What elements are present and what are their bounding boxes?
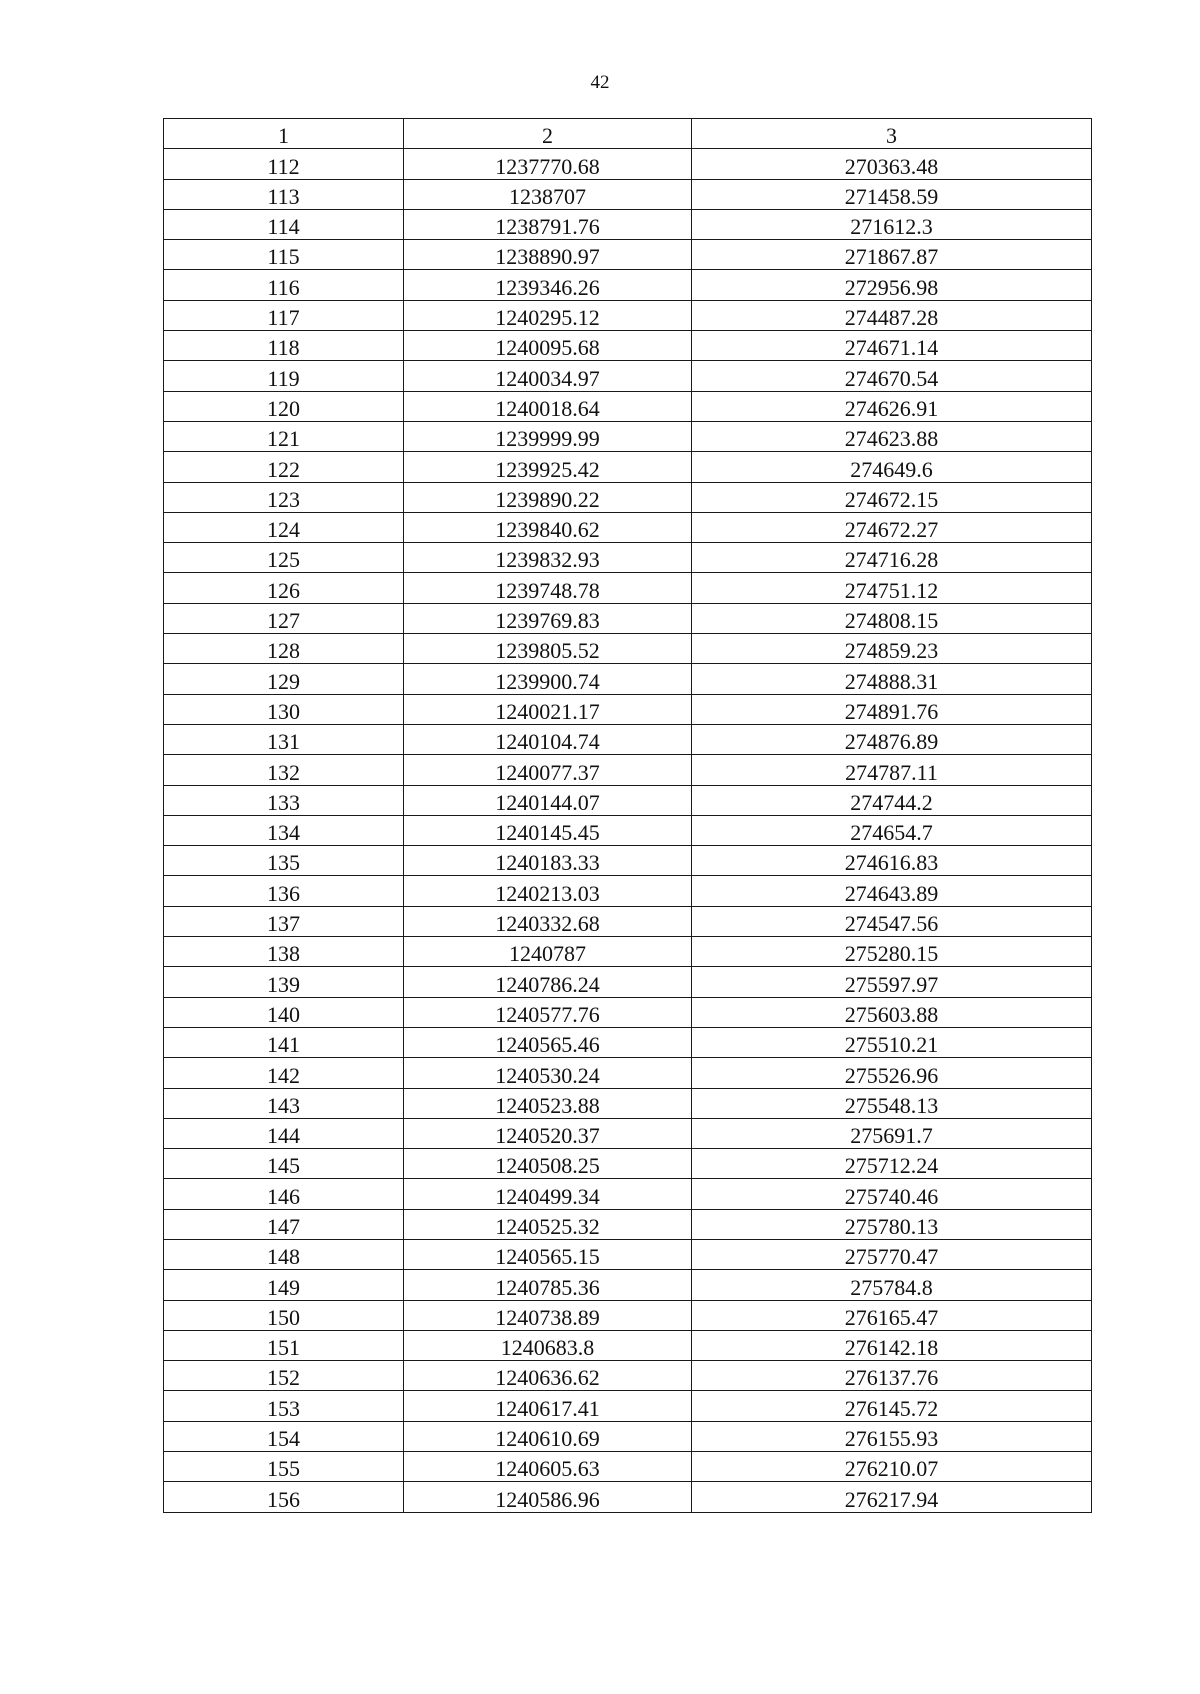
table-row bbox=[164, 179, 1092, 209]
table-cell-col-2: 1239999.99 bbox=[404, 421, 692, 451]
table-cell-col-2: 1240095.68 bbox=[404, 331, 692, 361]
table-row bbox=[164, 149, 1092, 179]
table-row bbox=[164, 573, 1092, 603]
table-row bbox=[164, 634, 1092, 664]
table-row bbox=[164, 1270, 1092, 1300]
table-cell-col-1: 118 bbox=[164, 331, 404, 361]
table-cell-col-1: 130 bbox=[164, 694, 404, 724]
table-row bbox=[164, 1088, 1092, 1118]
table-cell-col-1: 131 bbox=[164, 724, 404, 754]
header-cell-3: 3 bbox=[692, 119, 1092, 149]
table-cell-col-3: 271612.3 bbox=[692, 209, 1092, 239]
table-cell-col-2: 1240145.45 bbox=[404, 815, 692, 845]
table-cell-col-3: 275780.13 bbox=[692, 1209, 1092, 1239]
table-cell-col-1: 142 bbox=[164, 1058, 404, 1088]
table-cell-col-3: 275603.88 bbox=[692, 997, 1092, 1027]
table-cell-col-1: 132 bbox=[164, 755, 404, 785]
table-row bbox=[164, 815, 1092, 845]
table-cell-col-2: 1240018.64 bbox=[404, 391, 692, 421]
table-cell-col-1: 136 bbox=[164, 876, 404, 906]
table-cell-col-2: 1239748.78 bbox=[404, 573, 692, 603]
table-cell-col-1: 116 bbox=[164, 270, 404, 300]
table-cell-col-3: 276142.18 bbox=[692, 1330, 1092, 1360]
table-cell-col-1: 140 bbox=[164, 997, 404, 1027]
table-cell-col-2: 1240786.24 bbox=[404, 967, 692, 997]
table-cell-col-3: 275597.97 bbox=[692, 967, 1092, 997]
table-body bbox=[164, 149, 1092, 1512]
table-row bbox=[164, 421, 1092, 451]
table-cell-col-3: 274876.89 bbox=[692, 724, 1092, 754]
table-cell-col-2: 1240605.63 bbox=[404, 1452, 692, 1482]
table-cell-col-1: 126 bbox=[164, 573, 404, 603]
table-cell-col-2: 1238791.76 bbox=[404, 209, 692, 239]
table-cell-col-1: 128 bbox=[164, 634, 404, 664]
table-cell-col-3: 274751.12 bbox=[692, 573, 1092, 603]
table-row bbox=[164, 997, 1092, 1027]
table-cell-col-1: 134 bbox=[164, 815, 404, 845]
table-cell-col-3: 275784.8 bbox=[692, 1270, 1092, 1300]
table-cell-col-3: 270363.48 bbox=[692, 149, 1092, 179]
table-cell-col-2: 1240499.34 bbox=[404, 1179, 692, 1209]
table-cell-col-1: 121 bbox=[164, 421, 404, 451]
table-row bbox=[164, 209, 1092, 239]
table-cell-col-2: 1240738.89 bbox=[404, 1300, 692, 1330]
table-cell-col-3: 274670.54 bbox=[692, 361, 1092, 391]
table-cell-col-3: 274672.27 bbox=[692, 512, 1092, 542]
table-cell-col-1: 125 bbox=[164, 543, 404, 573]
table-cell-col-3: 274808.15 bbox=[692, 603, 1092, 633]
table-row bbox=[164, 724, 1092, 754]
table-row bbox=[164, 906, 1092, 936]
table-cell-col-1: 112 bbox=[164, 149, 404, 179]
table-cell-col-2: 1240332.68 bbox=[404, 906, 692, 936]
table-row bbox=[164, 1058, 1092, 1088]
table-cell-col-1: 149 bbox=[164, 1270, 404, 1300]
table-row bbox=[164, 300, 1092, 330]
table-cell-col-1: 123 bbox=[164, 482, 404, 512]
table-cell-col-3: 274671.14 bbox=[692, 331, 1092, 361]
table-cell-col-3: 271867.87 bbox=[692, 240, 1092, 270]
table-cell-col-3: 275548.13 bbox=[692, 1088, 1092, 1118]
table-cell-col-1: 153 bbox=[164, 1391, 404, 1421]
table-cell-col-2: 1240787 bbox=[404, 937, 692, 967]
table-row bbox=[164, 694, 1092, 724]
table-row bbox=[164, 1149, 1092, 1179]
table-cell-col-2: 1240144.07 bbox=[404, 785, 692, 815]
table-cell-col-2: 1240530.24 bbox=[404, 1058, 692, 1088]
table-cell-col-3: 274654.7 bbox=[692, 815, 1092, 845]
table-cell-col-3: 275770.47 bbox=[692, 1239, 1092, 1269]
table-cell-col-1: 115 bbox=[164, 240, 404, 270]
table-row bbox=[164, 1179, 1092, 1209]
table-cell-col-2: 1240183.33 bbox=[404, 846, 692, 876]
table-cell-col-2: 1240610.69 bbox=[404, 1421, 692, 1451]
coordinates-table bbox=[163, 118, 1092, 1513]
table-cell-col-1: 137 bbox=[164, 906, 404, 936]
table-cell-col-3: 274891.76 bbox=[692, 694, 1092, 724]
table-row bbox=[164, 391, 1092, 421]
table-cell-col-2: 1240077.37 bbox=[404, 755, 692, 785]
table-cell-col-1: 133 bbox=[164, 785, 404, 815]
table-cell-col-2: 1239769.83 bbox=[404, 603, 692, 633]
table-row bbox=[164, 1300, 1092, 1330]
table-cell-col-2: 1240213.03 bbox=[404, 876, 692, 906]
table-cell-col-3: 276165.47 bbox=[692, 1300, 1092, 1330]
table-cell-col-1: 135 bbox=[164, 846, 404, 876]
table-row bbox=[164, 1452, 1092, 1482]
table-cell-col-1: 152 bbox=[164, 1361, 404, 1391]
table-cell-col-3: 275510.21 bbox=[692, 1027, 1092, 1057]
table-row bbox=[164, 543, 1092, 573]
table-cell-col-3: 276155.93 bbox=[692, 1421, 1092, 1451]
table-cell-col-1: 120 bbox=[164, 391, 404, 421]
table-row bbox=[164, 1482, 1092, 1512]
header-cell-2: 2 bbox=[404, 119, 692, 149]
table-cell-col-3: 274672.15 bbox=[692, 482, 1092, 512]
table-row bbox=[164, 937, 1092, 967]
table-cell-col-2: 1238890.97 bbox=[404, 240, 692, 270]
table-cell-col-2: 1240523.88 bbox=[404, 1088, 692, 1118]
table-cell-col-3: 274649.6 bbox=[692, 452, 1092, 482]
table-cell-col-2: 1240508.25 bbox=[404, 1149, 692, 1179]
table-cell-col-2: 1240636.62 bbox=[404, 1361, 692, 1391]
table-cell-col-3: 274716.28 bbox=[692, 543, 1092, 573]
table-cell-col-1: 147 bbox=[164, 1209, 404, 1239]
table-cell-col-2: 1240295.12 bbox=[404, 300, 692, 330]
table-cell-col-3: 274859.23 bbox=[692, 634, 1092, 664]
table-row bbox=[164, 664, 1092, 694]
table-cell-col-1: 154 bbox=[164, 1421, 404, 1451]
table-cell-col-1: 138 bbox=[164, 937, 404, 967]
table-cell-col-2: 1240565.46 bbox=[404, 1027, 692, 1057]
table-cell-col-2: 1239832.93 bbox=[404, 543, 692, 573]
table-cell-col-3: 274626.91 bbox=[692, 391, 1092, 421]
table-cell-col-3: 275526.96 bbox=[692, 1058, 1092, 1088]
table-row bbox=[164, 331, 1092, 361]
header-cell-1: 1 bbox=[164, 119, 404, 149]
table-cell-col-2: 1239890.22 bbox=[404, 482, 692, 512]
table-cell-col-3: 275691.7 bbox=[692, 1118, 1092, 1148]
header-row bbox=[164, 119, 1092, 149]
table-row bbox=[164, 755, 1092, 785]
page-number: 42 bbox=[590, 72, 610, 93]
table-cell-col-1: 145 bbox=[164, 1149, 404, 1179]
table-row bbox=[164, 1421, 1092, 1451]
table-cell-col-2: 1240586.96 bbox=[404, 1482, 692, 1512]
table-cell-col-2: 1240104.74 bbox=[404, 724, 692, 754]
table-cell-col-3: 274616.83 bbox=[692, 846, 1092, 876]
table-cell-col-3: 275280.15 bbox=[692, 937, 1092, 967]
table-cell-col-2: 1239805.52 bbox=[404, 634, 692, 664]
table-row bbox=[164, 1239, 1092, 1269]
table-cell-col-2: 1238707 bbox=[404, 179, 692, 209]
table-row bbox=[164, 1118, 1092, 1148]
table-cell-col-3: 274623.88 bbox=[692, 421, 1092, 451]
table-row bbox=[164, 452, 1092, 482]
table-row bbox=[164, 967, 1092, 997]
table-cell-col-1: 155 bbox=[164, 1452, 404, 1482]
table-row bbox=[164, 270, 1092, 300]
table-row bbox=[164, 876, 1092, 906]
table-row bbox=[164, 603, 1092, 633]
table-cell-col-3: 274888.31 bbox=[692, 664, 1092, 694]
table-cell-col-3: 271458.59 bbox=[692, 179, 1092, 209]
table-row bbox=[164, 846, 1092, 876]
table-cell-col-3: 272956.98 bbox=[692, 270, 1092, 300]
table-cell-col-3: 276137.76 bbox=[692, 1361, 1092, 1391]
table-cell-col-1: 141 bbox=[164, 1027, 404, 1057]
table-cell-col-3: 276210.07 bbox=[692, 1452, 1092, 1482]
table-row bbox=[164, 361, 1092, 391]
table-row bbox=[164, 240, 1092, 270]
table-cell-col-3: 274744.2 bbox=[692, 785, 1092, 815]
table-cell-col-1: 148 bbox=[164, 1239, 404, 1269]
table-cell-col-3: 276145.72 bbox=[692, 1391, 1092, 1421]
table-cell-col-1: 156 bbox=[164, 1482, 404, 1512]
table-cell-col-2: 1239840.62 bbox=[404, 512, 692, 542]
table-row bbox=[164, 1330, 1092, 1360]
table-cell-col-2: 1240525.32 bbox=[404, 1209, 692, 1239]
table-row bbox=[164, 512, 1092, 542]
table-cell-col-1: 146 bbox=[164, 1179, 404, 1209]
table-cell-col-3: 275712.24 bbox=[692, 1149, 1092, 1179]
table-cell-col-1: 127 bbox=[164, 603, 404, 633]
table-cell-col-1: 113 bbox=[164, 179, 404, 209]
table-cell-col-1: 143 bbox=[164, 1088, 404, 1118]
table-cell-col-2: 1240565.15 bbox=[404, 1239, 692, 1269]
table-cell-col-1: 117 bbox=[164, 300, 404, 330]
table-cell-col-1: 124 bbox=[164, 512, 404, 542]
table-header bbox=[164, 119, 1092, 149]
table-cell-col-1: 151 bbox=[164, 1330, 404, 1360]
table-cell-col-2: 1240021.17 bbox=[404, 694, 692, 724]
table-cell-col-3: 274547.56 bbox=[692, 906, 1092, 936]
table-cell-col-1: 144 bbox=[164, 1118, 404, 1148]
table-cell-col-3: 274487.28 bbox=[692, 300, 1092, 330]
table-cell-col-2: 1240683.8 bbox=[404, 1330, 692, 1360]
table-row bbox=[164, 1209, 1092, 1239]
table-cell-col-2: 1240520.37 bbox=[404, 1118, 692, 1148]
table-cell-col-2: 1239925.42 bbox=[404, 452, 692, 482]
table-row bbox=[164, 1391, 1092, 1421]
table-cell-col-2: 1240577.76 bbox=[404, 997, 692, 1027]
table-row bbox=[164, 785, 1092, 815]
table-cell-col-3: 274643.89 bbox=[692, 876, 1092, 906]
table-row bbox=[164, 482, 1092, 512]
table-cell-col-2: 1239900.74 bbox=[404, 664, 692, 694]
table-cell-col-3: 275740.46 bbox=[692, 1179, 1092, 1209]
table-cell-col-1: 129 bbox=[164, 664, 404, 694]
table-row bbox=[164, 1361, 1092, 1391]
table-cell-col-1: 119 bbox=[164, 361, 404, 391]
table-cell-col-2: 1240617.41 bbox=[404, 1391, 692, 1421]
table-cell-col-1: 114 bbox=[164, 209, 404, 239]
table-cell-col-3: 274787.11 bbox=[692, 755, 1092, 785]
table-cell-col-2: 1237770.68 bbox=[404, 149, 692, 179]
table-cell-col-2: 1239346.26 bbox=[404, 270, 692, 300]
table-row bbox=[164, 1027, 1092, 1057]
table-cell-col-1: 139 bbox=[164, 967, 404, 997]
table-cell-col-1: 150 bbox=[164, 1300, 404, 1330]
table-cell-col-1: 122 bbox=[164, 452, 404, 482]
table-cell-col-2: 1240034.97 bbox=[404, 361, 692, 391]
table-cell-col-2: 1240785.36 bbox=[404, 1270, 692, 1300]
table-cell-col-3: 276217.94 bbox=[692, 1482, 1092, 1512]
